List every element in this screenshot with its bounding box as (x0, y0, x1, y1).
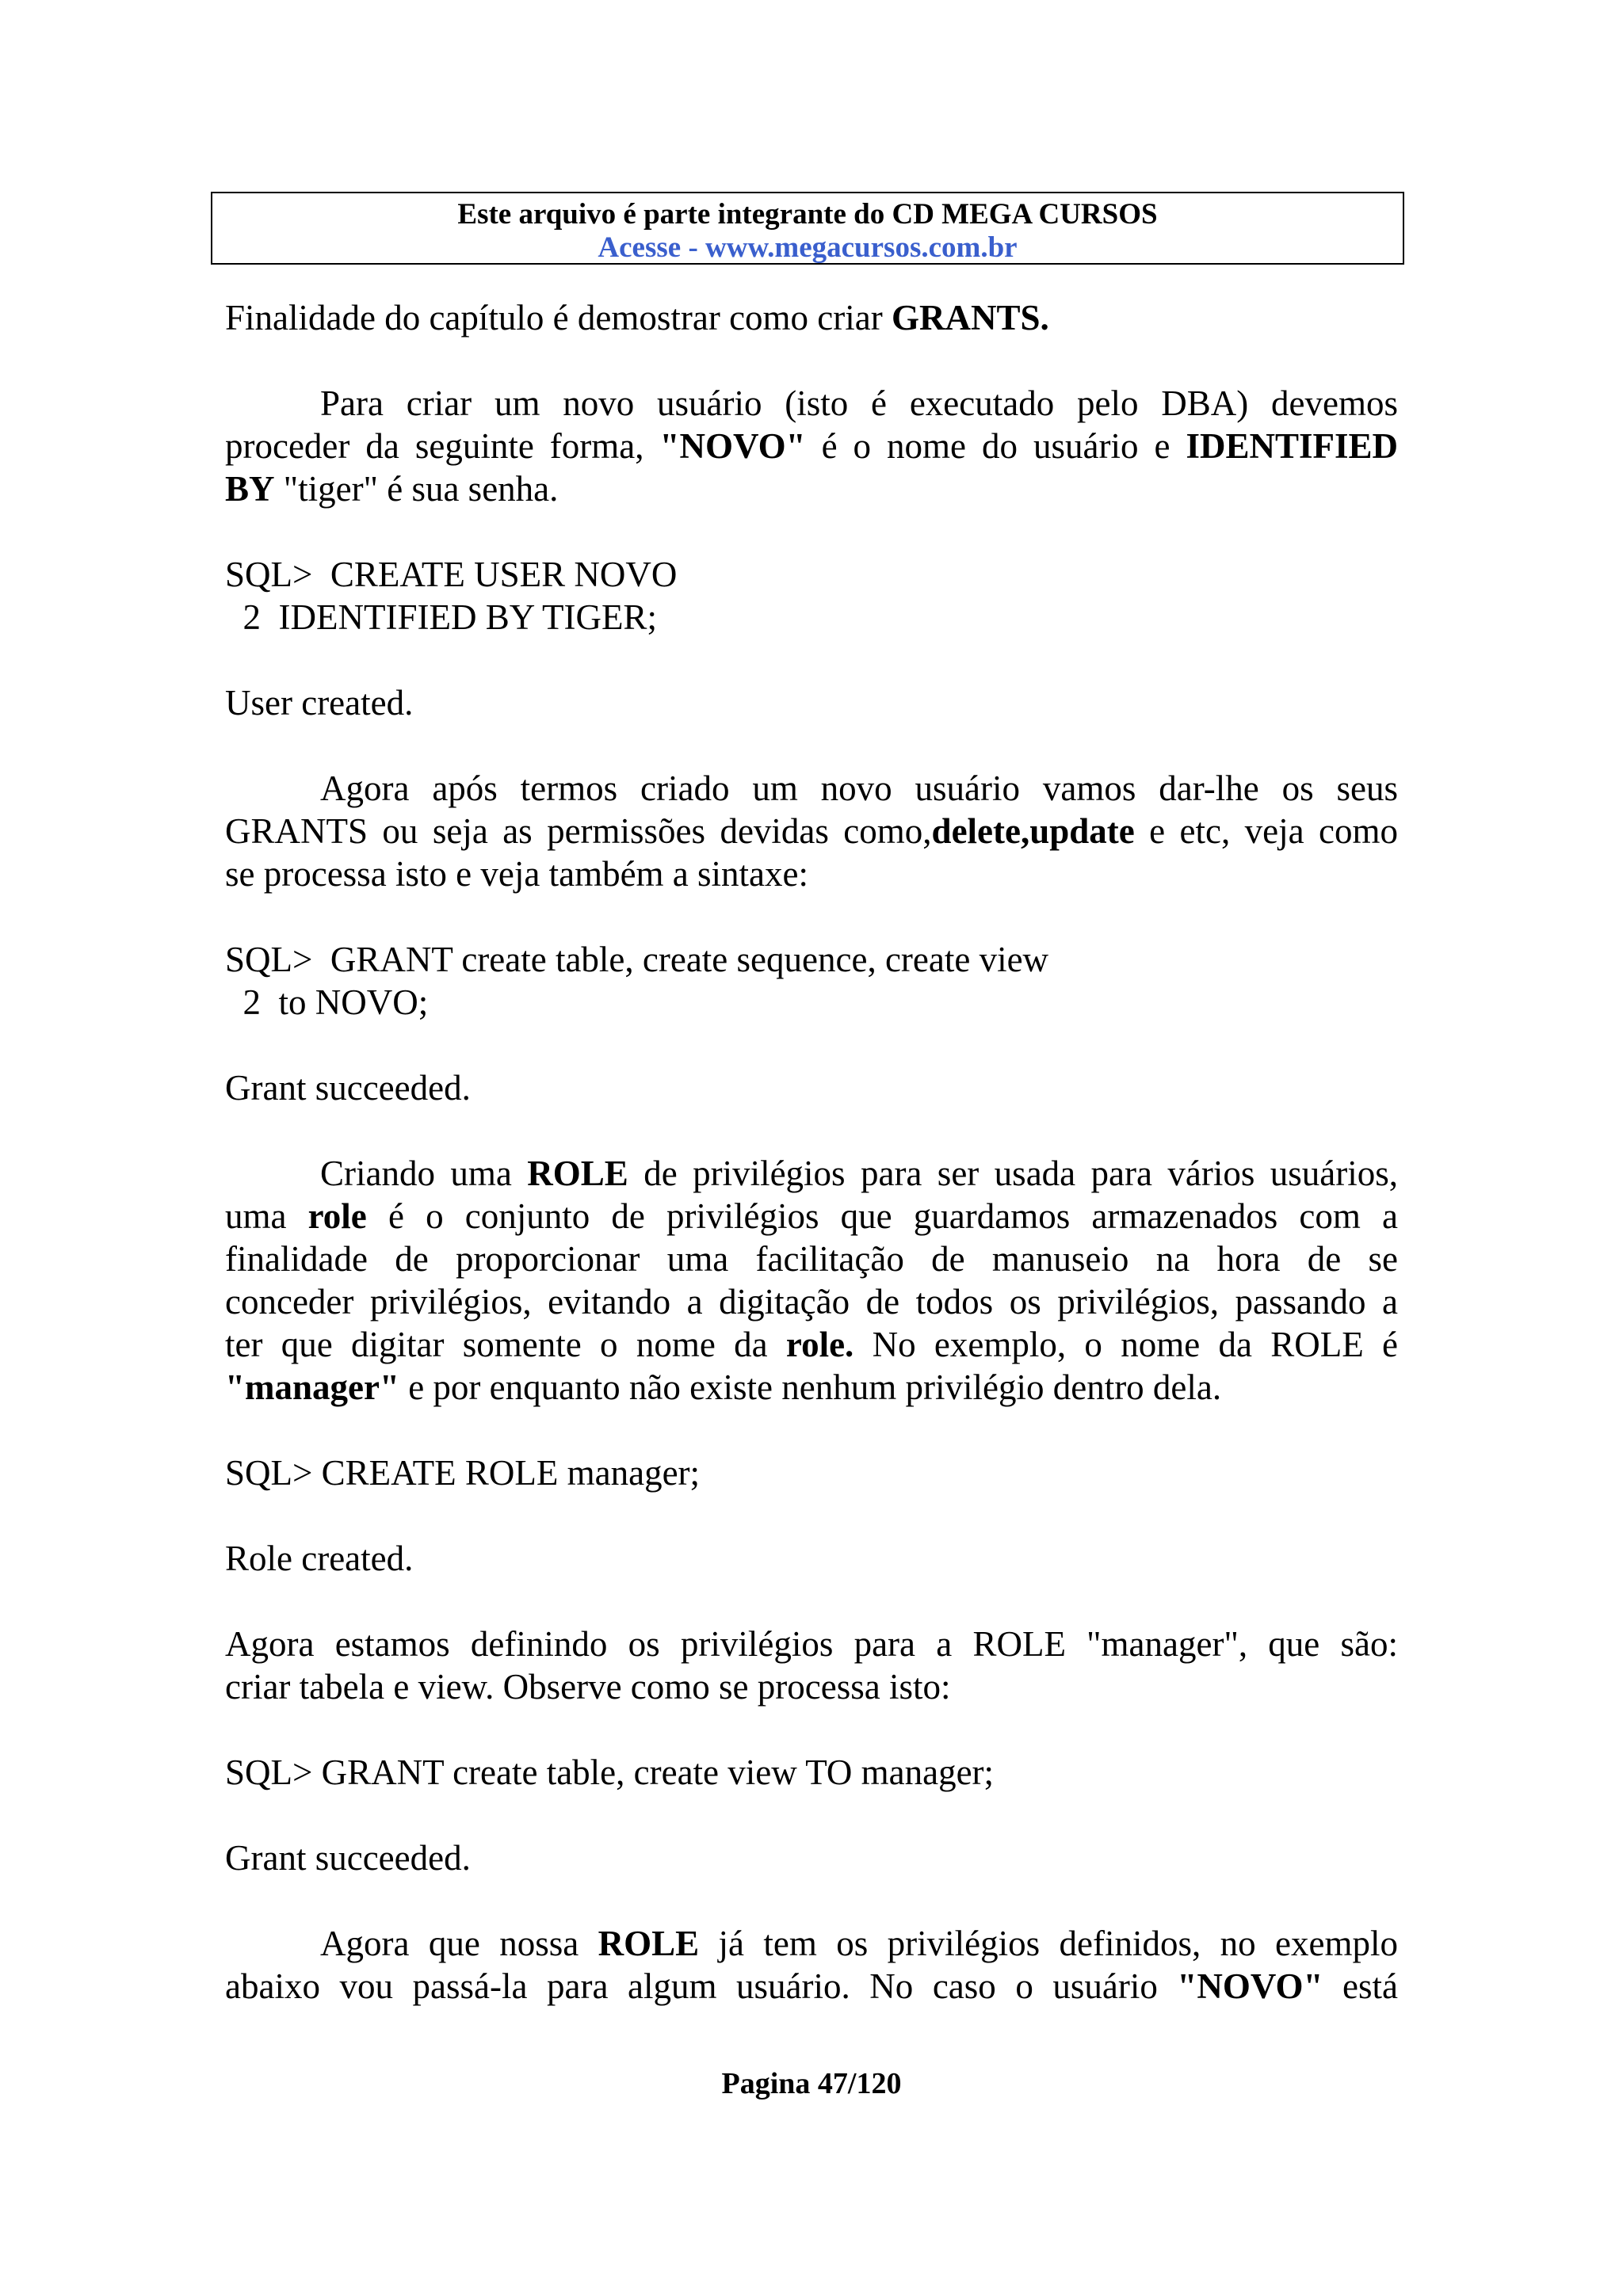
page-number: Pagina 47/120 (721, 2067, 902, 2100)
p3-line4: conceder privilégios, evitando a digitação de todos os privilégios, passando a (225, 1282, 1398, 1322)
code1-line1: SQL> CREATE USER NOVO (225, 555, 678, 594)
code2-line1: SQL> GRANT create table, create sequence, create view (225, 940, 1049, 979)
code-grant (225, 938, 1048, 1024)
p1-line3: BY "tiger" é sua senha. (225, 469, 559, 509)
paragraph-role-privileges (225, 1623, 1398, 1708)
code1-line2: 2 IDENTIFIED BY TIGER; (225, 597, 657, 637)
intro-text: Finalidade do capítulo é demostrar como criar (225, 298, 892, 338)
result-role-created: Role created. (225, 1539, 414, 1578)
p3-line5: ter que digitar somente o nome da role. No exemplo, o nome da ROLE é (225, 1325, 1398, 1364)
result-grant-succeeded: Grant succeeded. (225, 1068, 471, 1108)
p2-line2: GRANTS ou seja as permissões devidas como,delete,update e etc, veja como (225, 811, 1398, 851)
result-user-created: User created. (225, 683, 414, 723)
p4-line2: criar tabela e view. Observe como se processa isto: (225, 1667, 951, 1707)
p5-line1: Agora que nossa ROLE já tem os privilégios definidos, no exemplo (320, 1924, 1398, 1963)
paragraph-assign-role (225, 1922, 1398, 2008)
p2-line3: se processa isto e veja também a sintaxe: (225, 854, 808, 894)
p3-line1: Criando uma ROLE de privilégios para ser usada para vários usuários, (320, 1154, 1398, 1193)
p5-line2: abaixo vou passá-la para algum usuário. No caso o usuário "NOVO" está (225, 1966, 1398, 2006)
p1-line2: proceder da seguinte forma, "NOVO" é o nome do usuário e IDENTIFIED (225, 426, 1398, 466)
paragraph-role (225, 1152, 1398, 1409)
intro-bold: GRANTS. (891, 298, 1049, 338)
p3-line2: uma role é o conjunto de privilégios que guardamos armazenados com a (225, 1196, 1398, 1236)
code-create-role: SQL> CREATE ROLE manager; (225, 1453, 701, 1493)
header-title: Este arquivo é parte integrante do CD MEGA CURSOS (457, 198, 1158, 231)
p2-line1: Agora após termos criado um novo usuário vamos dar-lhe os seus (320, 769, 1398, 808)
paragraph-grants (225, 767, 1398, 895)
p1-line1: Para criar um novo usuário (isto é executado pelo DBA) devemos (320, 383, 1398, 423)
header-banner (211, 192, 1404, 265)
header-website-link[interactable]: Acesse - www.megacursos.com.br (598, 231, 1018, 264)
code2-line2: 2 to NOVO; (225, 982, 429, 1022)
p3-line3: finalidade de proporcionar uma facilitação de manuseio na hora de se (225, 1239, 1398, 1279)
code-grant-role: SQL> GRANT create table, create view TO manager; (225, 1753, 995, 1792)
paragraph-create-user (225, 382, 1398, 510)
p4-line1: Agora estamos definindo os privilégios para a ROLE "manager", que são: (225, 1624, 1398, 1664)
code-create-user (225, 553, 677, 639)
p3-line6: "manager" e por enquanto não existe nenhum privilégio dentro dela. (225, 1367, 1222, 1407)
result-grant-succeeded-2: Grant succeeded. (225, 1838, 471, 1878)
intro-paragraph (225, 296, 1398, 339)
